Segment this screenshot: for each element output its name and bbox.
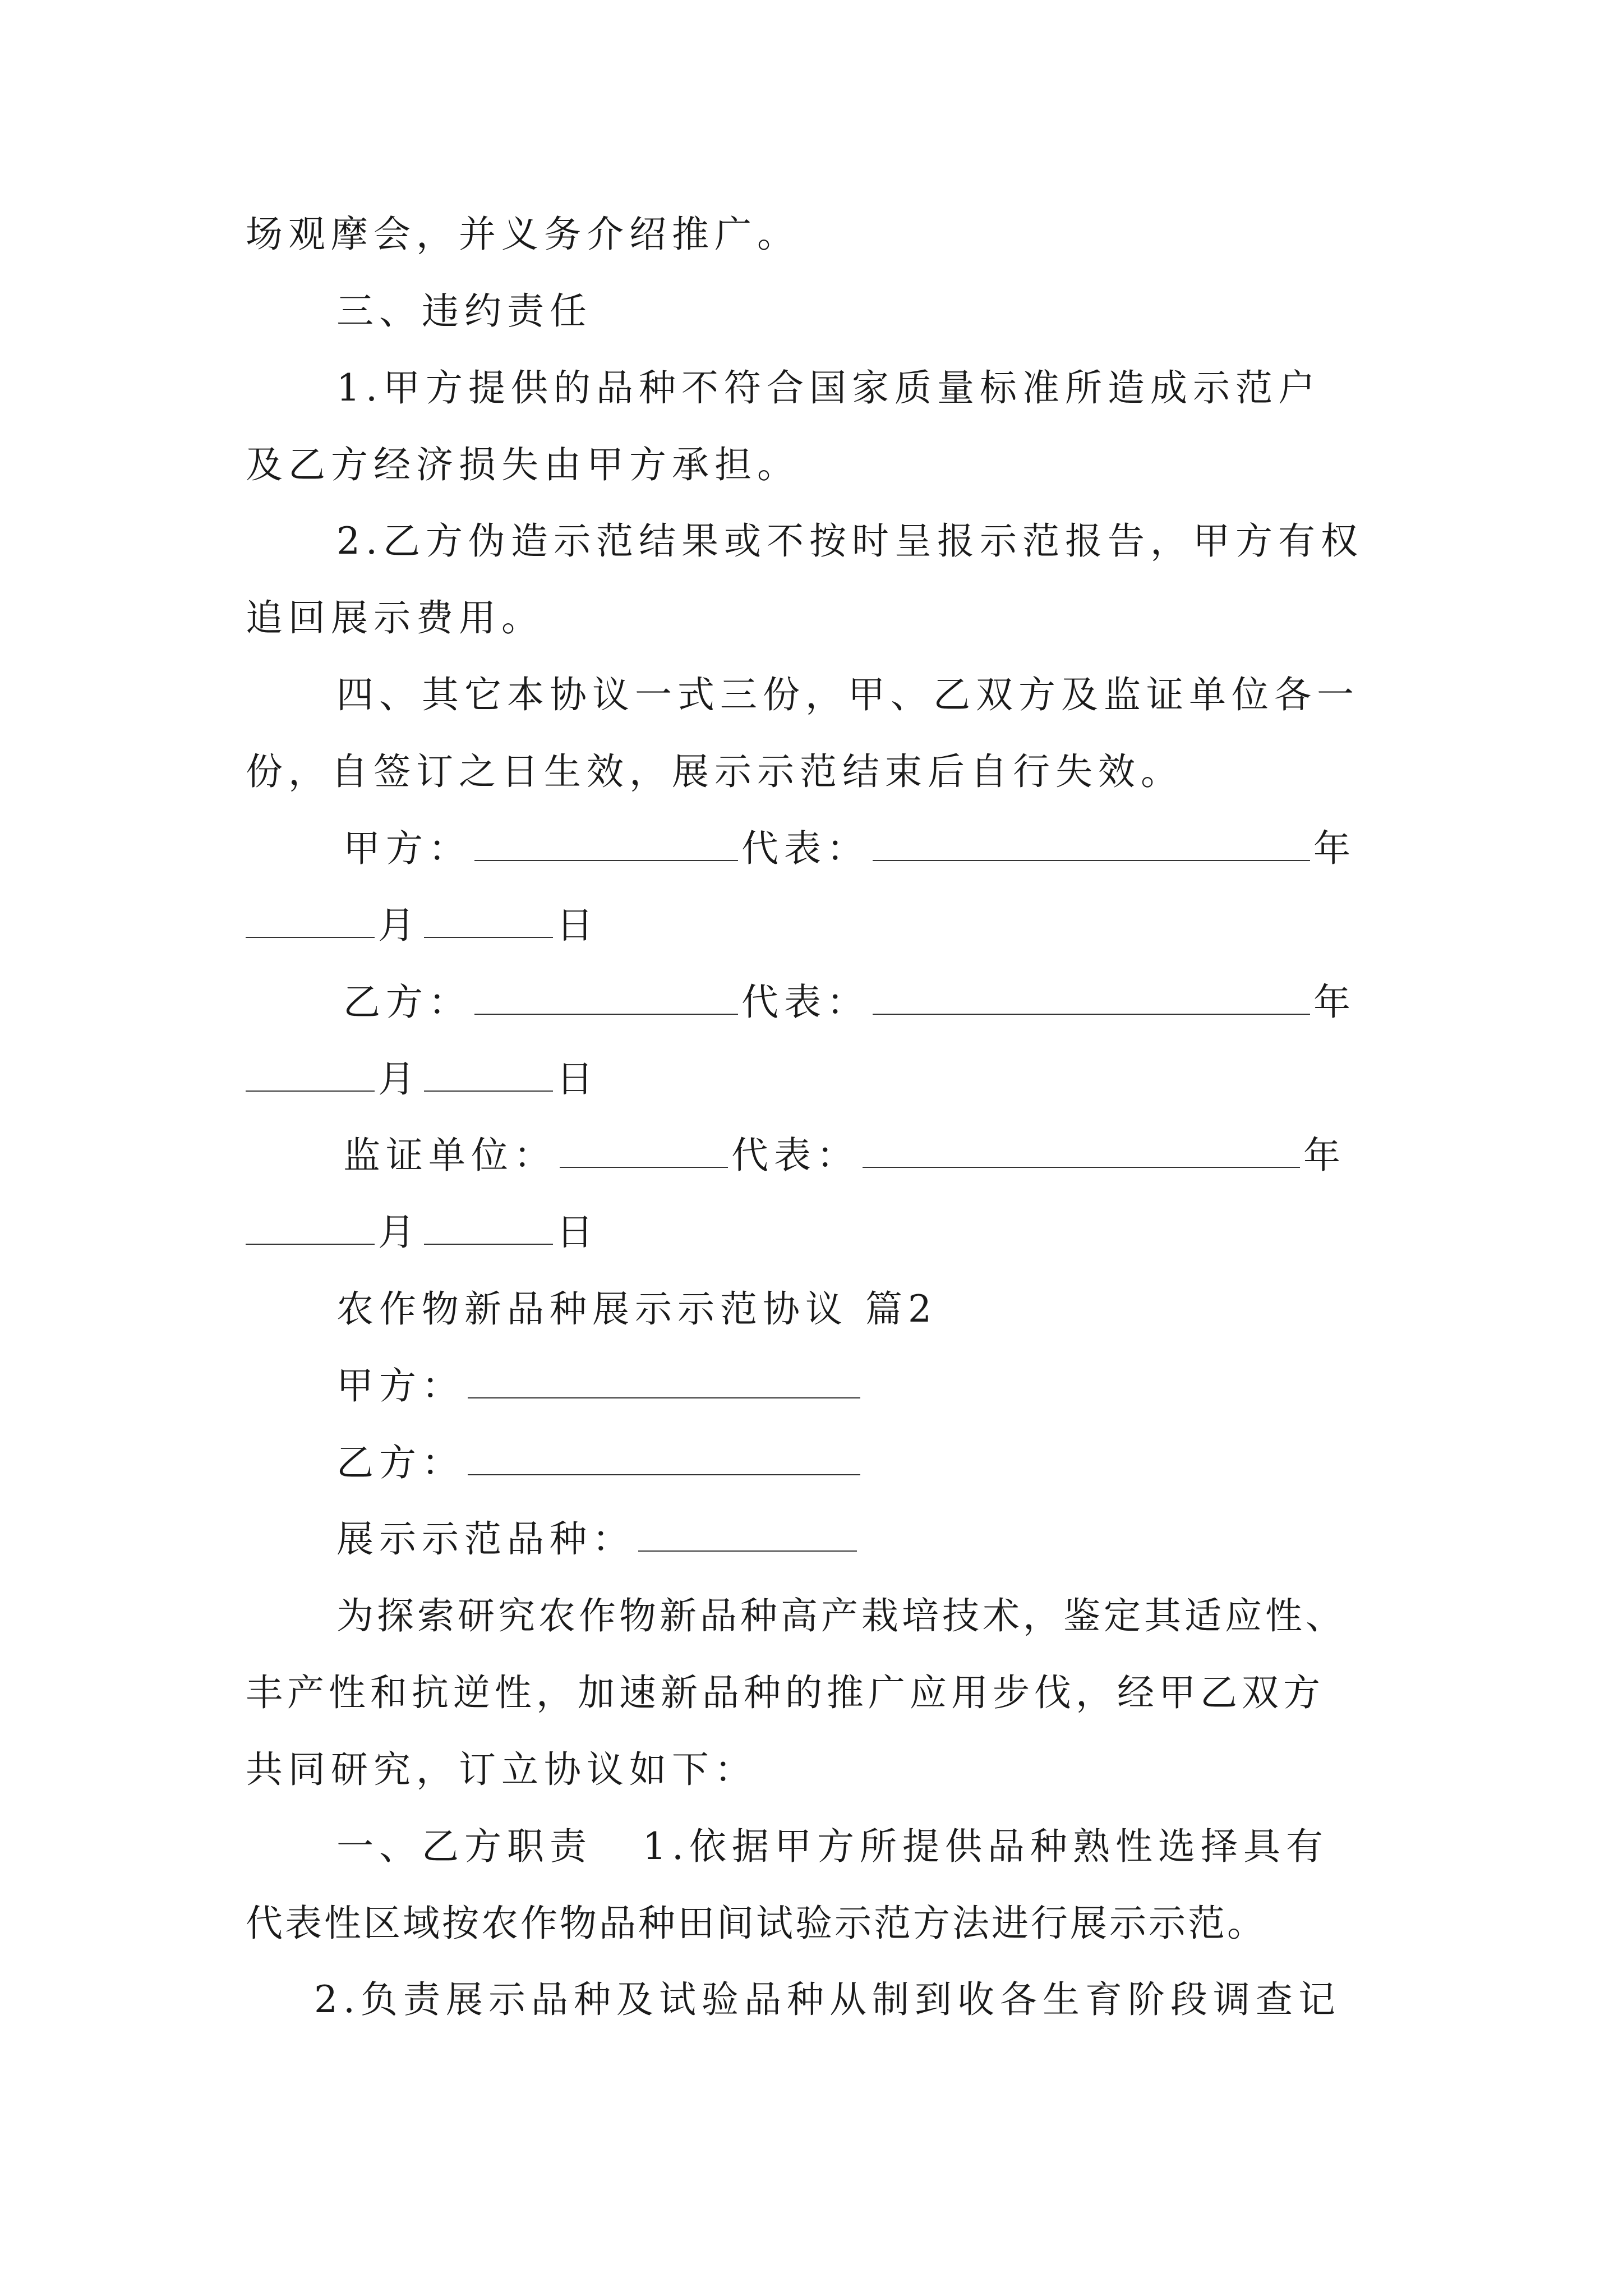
variety-blank[interactable] bbox=[638, 1517, 857, 1552]
supervisor-blank[interactable] bbox=[560, 1133, 728, 1168]
party-b-blank[interactable] bbox=[474, 980, 738, 1015]
month-label: 月 bbox=[378, 904, 421, 947]
rep-label: 代表： bbox=[741, 981, 869, 1024]
rep-blank[interactable] bbox=[863, 1133, 1300, 1168]
party-b-signature-row bbox=[343, 980, 1356, 1025]
section2-intro-line: 为探索研究农作物新品种高产栽培技术，鉴定其适应性、 bbox=[336, 1594, 1346, 1637]
section2-title: 农作物新品种展示示范协议 篇2 bbox=[336, 1287, 937, 1331]
day-label: 日 bbox=[556, 904, 599, 947]
party-b-blank[interactable] bbox=[468, 1441, 860, 1475]
day-label: 日 bbox=[556, 1211, 599, 1254]
party-a-label: 甲方： bbox=[343, 827, 471, 870]
year-label: 年 bbox=[1313, 981, 1356, 1024]
party-a-label: 甲方： bbox=[336, 1364, 464, 1407]
party-a-date-row bbox=[246, 903, 599, 948]
duty-heading: 一、乙方职责 bbox=[336, 1825, 592, 1868]
paragraph-line: 场观摩会，并义务介绍推广。 bbox=[246, 213, 800, 256]
section2-variety-row bbox=[336, 1517, 860, 1562]
paragraph-line: 及乙方经济损失由甲方承担。 bbox=[246, 443, 800, 486]
party-b-label: 乙方： bbox=[336, 1441, 464, 1484]
party-a-signature-row bbox=[343, 826, 1356, 871]
party-b-date-row bbox=[246, 1057, 599, 1102]
section2-intro-line: 共同研究，订立协议如下： bbox=[246, 1748, 757, 1791]
paragraph-line: 份，自签订之日生效，展示示范结束后自行失效。 bbox=[246, 750, 1183, 793]
variety-label: 展示示范品种： bbox=[336, 1517, 635, 1561]
day-blank[interactable] bbox=[424, 1057, 553, 1092]
section2-intro-line: 丰产性和抗逆性，加速新品种的推广应用步伐，经甲乙双方 bbox=[246, 1671, 1325, 1714]
month-blank[interactable] bbox=[246, 1210, 375, 1245]
month-label: 月 bbox=[378, 1211, 421, 1254]
month-label: 月 bbox=[378, 1057, 421, 1101]
section2-duty-row bbox=[336, 1824, 1329, 1869]
party-a-blank[interactable] bbox=[474, 826, 738, 861]
rep-blank[interactable] bbox=[873, 826, 1310, 861]
duty-item-1: 1.依据甲方所提供品种熟性选择具有 bbox=[643, 1825, 1329, 1868]
month-blank[interactable] bbox=[246, 1057, 375, 1092]
supervisor-label: 监证单位： bbox=[343, 1134, 556, 1177]
section2-duty-line: 代表性区域按农作物品种田间试验示范方法进行展示示范。 bbox=[246, 1902, 1266, 1945]
section2-duty-line: 2.负责展示品种及试验品种从制到收各生育阶段调查记 bbox=[314, 1978, 1341, 2021]
party-b-label: 乙方： bbox=[343, 981, 471, 1024]
year-label: 年 bbox=[1303, 1134, 1346, 1177]
paragraph-line: 追回展示费用。 bbox=[246, 596, 544, 639]
supervisor-date-row bbox=[246, 1210, 599, 1255]
paragraph-line: 四、其它本协议一式三份，甲、乙双方及监证单位各一 bbox=[336, 673, 1359, 716]
paragraph-line: 1.甲方提供的品种不符合国家质量标准所造成示范户 bbox=[336, 366, 1321, 409]
rep-label: 代表： bbox=[741, 827, 869, 870]
party-a-blank[interactable] bbox=[468, 1364, 860, 1398]
section2-party-b-row bbox=[336, 1441, 864, 1485]
day-label: 日 bbox=[556, 1057, 599, 1101]
paragraph-line: 2.乙方伪造示范结果或不按时呈报示范报告，甲方有权 bbox=[336, 519, 1363, 563]
day-blank[interactable] bbox=[424, 1210, 553, 1245]
day-blank[interactable] bbox=[424, 903, 553, 938]
rep-blank[interactable] bbox=[873, 980, 1310, 1015]
year-label: 年 bbox=[1313, 827, 1356, 870]
month-blank[interactable] bbox=[246, 903, 375, 938]
supervisor-signature-row bbox=[343, 1133, 1346, 1178]
rep-label: 代表： bbox=[731, 1134, 859, 1177]
section-heading-breach: 三、违约责任 bbox=[336, 289, 592, 333]
section2-party-a-row bbox=[336, 1364, 864, 1409]
